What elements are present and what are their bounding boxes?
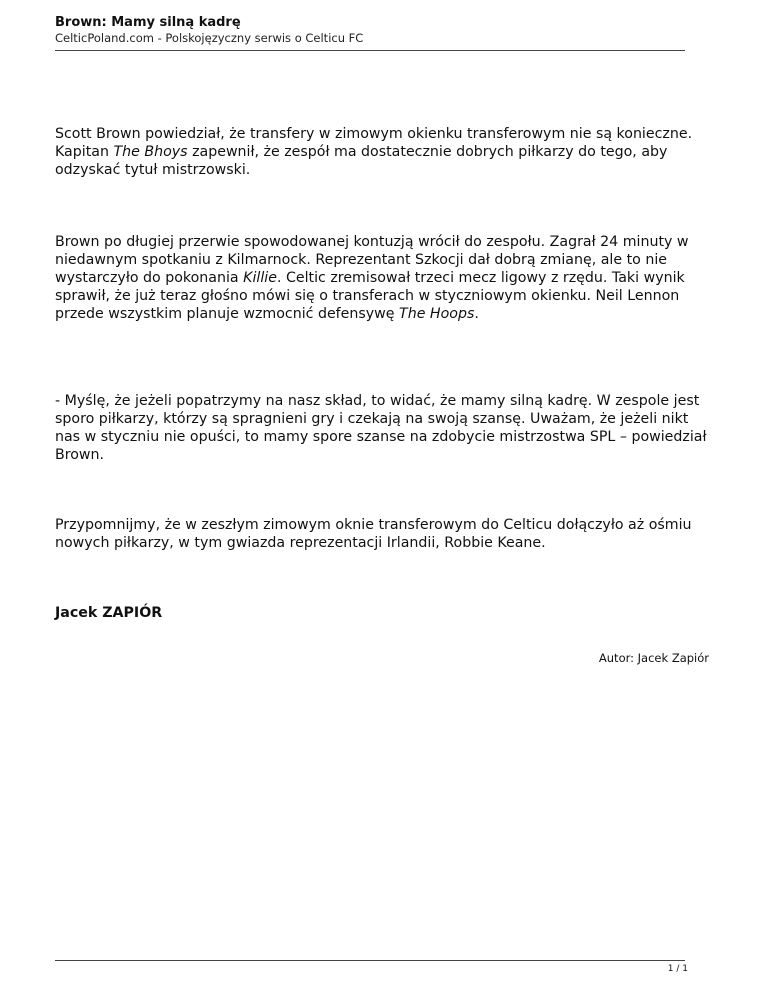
paragraph-text: zapewnił, że zespół ma dostatecznie dobrych piłkarzy do tego, aby odzyskać tytuł mistrzowski. — [55, 144, 668, 178]
document-header — [55, 14, 685, 46]
article-signature: Jacek ZAPIÓR — [55, 605, 163, 621]
article-paragraph-4: Przypomnijmy, że w zeszłym zimowym oknie transferowym do Celticu dołączyło aż ośmiu nowych piłkarzy, w tym gwiazda reprezentacji Irlandii, Robbie Keane. — [55, 517, 692, 551]
paragraph-text: . Celtic zremisował trzeci mecz ligowy z rzędu. Taki wynik sprawił, że już teraz głośno mówi się o transferach w styczniowym okienku. Neil Lennon przede wszystkim planuje wzmocnić defensywę — [55, 270, 685, 322]
site-subtitle: CelticPoland.com - Polskojęzyczny serwis o Celticu FC — [55, 31, 364, 45]
team-nickname: The Hoops — [399, 306, 475, 322]
page-number: 1 / 1 — [667, 964, 688, 974]
paragraph-text: Brown po długiej przerwie spowodowanej kontuzją wrócił do zespołu. Zagrał 24 minuty w niedawnym spotkaniu z Kilmarnock. Reprezentant Szkocji dał dobrą zmianę, ale to nie wystarczyło do pokonania — [55, 234, 689, 286]
footer-divider — [55, 960, 685, 961]
team-nickname: The Bhoys — [113, 144, 188, 160]
team-nickname: Killie — [243, 270, 277, 286]
paragraph-text: . — [474, 306, 479, 322]
page-title: Brown: Mamy silną kadrę — [55, 15, 241, 30]
article-paragraph-1 — [55, 125, 715, 179]
paragraph-text: Scott Brown powiedział, że transfery w zimowym okienku transferowym nie są konieczne. Kapitan — [55, 126, 693, 160]
article-paragraph-2 — [55, 233, 715, 323]
author-credit: Autor: Jacek Zapiór — [598, 651, 709, 665]
article-paragraph-3: - Myślę, że jeżeli popatrzymy na nasz skład, to widać, że mamy silną kadrę. W zespole jest sporo piłkarzy, którzy są spragnieni gry i czekają na swoją szansę. Uważam, że jeżeli nikt nas w styczniu nie opuści, to mamy spore szanse na zdobycie mistrzostwa SPL – powiedział Brown. — [55, 393, 707, 463]
header-divider — [55, 50, 685, 51]
